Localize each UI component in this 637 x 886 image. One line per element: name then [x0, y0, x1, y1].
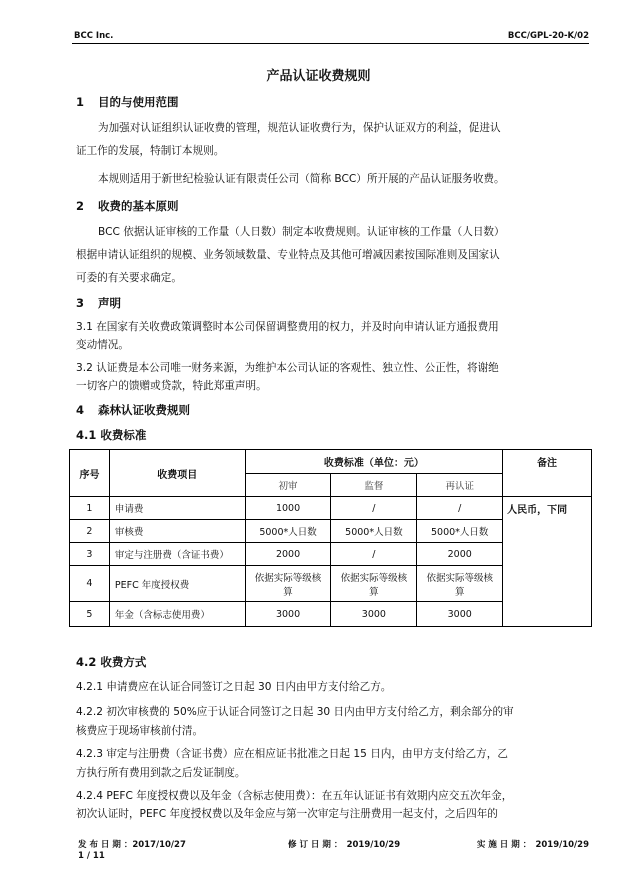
paragraph: 本规则适用于新世纪检验认证有限责任公司（简称 BCC）所开展的产品认证服务收费。: [98, 173, 505, 185]
document-title: 产品认证收费规则: [266, 69, 371, 84]
row-no: 5: [70, 602, 110, 627]
paragraph: 变动情况。: [76, 339, 129, 351]
row-recertification: 依据实际等级核算: [417, 566, 503, 602]
row-item: 申请费: [109, 497, 245, 520]
row-surveillance: /: [331, 497, 417, 520]
fee-table: [69, 449, 592, 627]
paragraph: 一切客户的馈赠或贷款，特此郑重声明。: [76, 380, 267, 392]
row-item: 审定与注册费（含证书费）: [109, 543, 245, 566]
header-item: 收费项目: [109, 450, 245, 497]
row-surveillance: 5000*人日数: [331, 520, 417, 543]
section-title: 收费的基本原则: [98, 199, 179, 213]
row-surveillance: 依据实际等级核算: [331, 566, 417, 602]
paragraph: 为加强对认证组织认证收费的管理，规范认证收费行为，保护认证双方的利益，促进认: [98, 122, 501, 134]
section-number: 2: [76, 199, 85, 213]
paragraph: 方执行所有费用到款之后发证制度。: [76, 767, 246, 779]
header-initial: 初审: [245, 474, 331, 497]
company-name: BCC Inc.: [74, 31, 114, 41]
section-1-heading: [76, 94, 179, 110]
section-title: 声明: [98, 296, 121, 310]
row-no: 3: [70, 543, 110, 566]
paragraph: 4.2.4 PEFC 年度授权费以及年金（含标志使用费）：在五年认证证书有效期内应交五次年金，: [76, 790, 513, 802]
paragraph: BCC 依据认证审核的工作量（人日数）制定本收费规则。认证审核的工作量（人日数）: [98, 226, 505, 238]
header-standard: 收费标准（单位：元）: [245, 450, 503, 474]
paragraph: 根据申请认证组织的规模、业务领域数量、专业特点及其他可增减因素按国际准则及国家认: [76, 249, 500, 261]
section-number: 3: [76, 296, 85, 310]
section-title: 目的与使用范围: [98, 95, 179, 109]
header-no: 序号: [70, 450, 110, 497]
header-recertification: 再认证: [417, 474, 503, 497]
paragraph: 4.2.2 初次审核费的 50%应于认证合同签订之日起 30 日内由甲方支付给乙方，剩余部分的审: [76, 706, 514, 718]
paragraph: 3.2 认证费是本公司唯一财务来源，为维护本公司认证的客观性、独立性、公正性，将谢绝: [76, 362, 499, 374]
row-surveillance: 3000: [331, 602, 417, 627]
paragraph: 4.2.1 申请费应在认证合同签订之日起 30 日内由甲方支付给乙方。: [76, 681, 392, 693]
paragraph: 证工作的发展，特制订本规则。: [76, 145, 225, 157]
row-recertification: 5000*人日数: [417, 520, 503, 543]
document-number: BCC/GPL-20-K/02: [507, 31, 589, 41]
row-no: 4: [70, 566, 110, 602]
effective-date: 实 施 日 期 ： 2019/10/29: [476, 840, 589, 850]
page-header: [72, 29, 589, 44]
revision-date: 修 订 日 期 ： 2019/10/29: [288, 840, 401, 850]
row-initial: 1000: [245, 497, 331, 520]
section-4-heading: [76, 402, 190, 418]
paragraph: 3.1 在国家有关收费政策调整时本公司保留调整费用的权力，并及时向申请认证方通报费用: [76, 321, 499, 333]
row-initial: 依据实际等级核算: [245, 566, 331, 602]
row-no: 2: [70, 520, 110, 543]
row-item: 年金（含标志使用费）: [109, 602, 245, 627]
row-initial: 5000*人日数: [245, 520, 331, 543]
table-row: [70, 497, 592, 520]
section-title: 森林认证收费规则: [98, 403, 190, 417]
subsection-heading: 4.1 收费标准: [76, 428, 147, 442]
row-no: 1: [70, 497, 110, 520]
section-3-heading: [76, 295, 121, 311]
row-recertification: 2000: [417, 543, 503, 566]
row-item: PEFC 年度授权费: [109, 566, 245, 602]
section-2-heading: [76, 198, 179, 214]
header-surveillance: 监督: [331, 474, 417, 497]
section-number: 1: [76, 95, 85, 109]
paragraph: 可委的有关要求确定。: [76, 272, 182, 284]
header-remark: 备注: [503, 450, 592, 474]
paragraph: 核费应于现场审核前付清。: [76, 725, 204, 737]
row-item: 审核费: [109, 520, 245, 543]
section-number: 4: [76, 403, 85, 417]
row-initial: 2000: [245, 543, 331, 566]
row-initial: 3000: [245, 602, 331, 627]
row-recertification: /: [417, 497, 503, 520]
row-surveillance: /: [331, 543, 417, 566]
publish-date: 发 布 日 期 ：2017/10/27: [78, 840, 186, 850]
subsection-heading: 4.2 收费方式: [76, 655, 147, 669]
page-number: 1 / 11: [78, 851, 105, 861]
row-recertification: 3000: [417, 602, 503, 627]
paragraph: 初次认证时，PEFC 年度授权费以及年金应与第一次审定与注册费用一起支付，之后四年的: [76, 808, 498, 820]
row-remark: 人民币，下同: [503, 497, 592, 627]
paragraph: 4.2.3 审定与注册费（含证书费）应在相应证书批准之日起 15 日内，由甲方支付给乙方，乙: [76, 748, 508, 760]
